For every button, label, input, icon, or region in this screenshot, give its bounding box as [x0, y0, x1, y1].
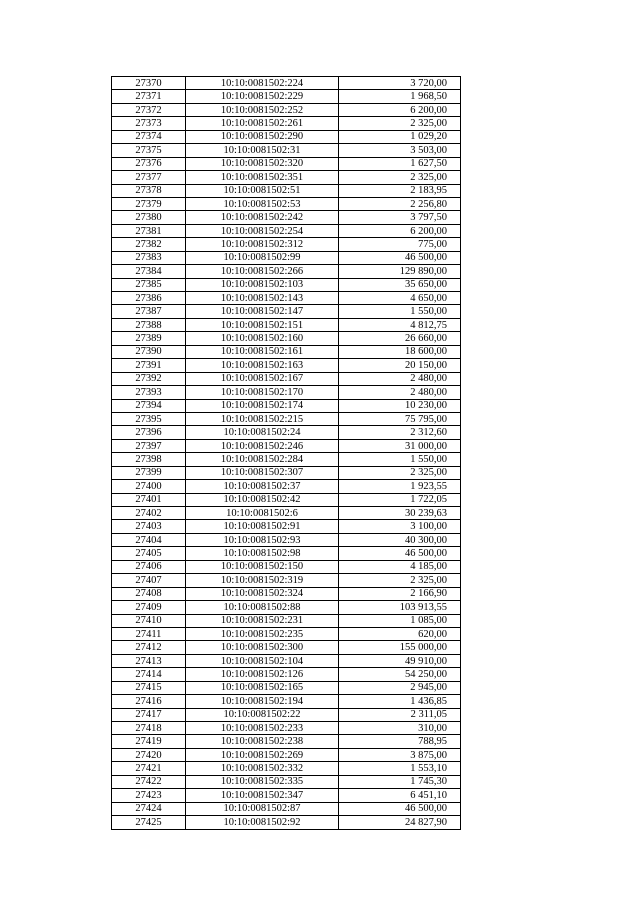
table-row — [112, 372, 461, 385]
cadastral-number-cell: 10:10:0081502:163 — [186, 359, 339, 372]
table-row — [112, 426, 461, 439]
amount-cell: 1 436,85 — [339, 695, 461, 708]
cadastral-number-cell: 10:10:0081502:143 — [186, 292, 339, 305]
cadastral-number-cell: 10:10:0081502:347 — [186, 789, 339, 802]
amount-cell: 310,00 — [339, 722, 461, 735]
cadastral-number-cell: 10:10:0081502:42 — [186, 493, 339, 506]
cadastral-number-cell: 10:10:0081502:150 — [186, 560, 339, 573]
table-row — [112, 103, 461, 116]
row-number-cell: 27370 — [112, 77, 186, 90]
row-number-cell: 27406 — [112, 560, 186, 573]
table-row — [112, 184, 461, 197]
amount-cell: 18 600,00 — [339, 345, 461, 358]
cadastral-number-cell: 10:10:0081502:229 — [186, 90, 339, 103]
table-row — [112, 802, 461, 815]
table-row — [112, 197, 461, 210]
row-number-cell: 27399 — [112, 466, 186, 479]
table-row — [112, 251, 461, 264]
cadastral-number-cell: 10:10:0081502:269 — [186, 748, 339, 761]
row-number-cell: 27421 — [112, 762, 186, 775]
cadastral-number-cell: 10:10:0081502:126 — [186, 668, 339, 681]
amount-cell: 1 550,00 — [339, 453, 461, 466]
table-row — [112, 211, 461, 224]
cadastral-number-cell: 10:10:0081502:98 — [186, 547, 339, 560]
cadastral-number-cell: 10:10:0081502:235 — [186, 627, 339, 640]
amount-cell: 1 923,55 — [339, 480, 461, 493]
row-number-cell: 27397 — [112, 439, 186, 452]
row-number-cell: 27412 — [112, 641, 186, 654]
amount-cell: 1 722,05 — [339, 493, 461, 506]
cadastral-number-cell: 10:10:0081502:307 — [186, 466, 339, 479]
row-number-cell: 27403 — [112, 520, 186, 533]
row-number-cell: 27373 — [112, 117, 186, 130]
row-number-cell: 27395 — [112, 412, 186, 425]
table-row — [112, 748, 461, 761]
amount-cell: 2 166,90 — [339, 587, 461, 600]
amount-cell: 788,95 — [339, 735, 461, 748]
cadastral-number-cell: 10:10:0081502:160 — [186, 332, 339, 345]
amount-cell: 2 183,95 — [339, 184, 461, 197]
cadastral-number-cell: 10:10:0081502:215 — [186, 412, 339, 425]
row-number-cell: 27385 — [112, 278, 186, 291]
row-number-cell: 27391 — [112, 359, 186, 372]
table-row — [112, 238, 461, 251]
table-row — [112, 681, 461, 694]
amount-cell: 129 890,00 — [339, 265, 461, 278]
amount-cell: 1 553,10 — [339, 762, 461, 775]
row-number-cell: 27388 — [112, 318, 186, 331]
table-row — [112, 493, 461, 506]
cadastral-number-cell: 10:10:0081502:320 — [186, 157, 339, 170]
cadastral-number-cell: 10:10:0081502:91 — [186, 520, 339, 533]
table-row — [112, 668, 461, 681]
table-row — [112, 560, 461, 573]
cadastral-number-cell: 10:10:0081502:88 — [186, 601, 339, 614]
row-number-cell: 27405 — [112, 547, 186, 560]
cadastral-number-cell: 10:10:0081502:261 — [186, 117, 339, 130]
row-number-cell: 27387 — [112, 305, 186, 318]
amount-cell: 1 627,50 — [339, 157, 461, 170]
row-number-cell: 27386 — [112, 292, 186, 305]
table-row — [112, 520, 461, 533]
row-number-cell: 27376 — [112, 157, 186, 170]
cadastral-number-cell: 10:10:0081502:99 — [186, 251, 339, 264]
amount-cell: 2 256,80 — [339, 197, 461, 210]
row-number-cell: 27394 — [112, 399, 186, 412]
cadastral-number-cell: 10:10:0081502:300 — [186, 641, 339, 654]
table-row — [112, 265, 461, 278]
row-number-cell: 27422 — [112, 775, 186, 788]
row-number-cell: 27398 — [112, 453, 186, 466]
cadastral-number-cell: 10:10:0081502:312 — [186, 238, 339, 251]
row-number-cell: 27383 — [112, 251, 186, 264]
row-number-cell: 27408 — [112, 587, 186, 600]
amount-cell: 46 500,00 — [339, 547, 461, 560]
amount-cell: 1 550,00 — [339, 305, 461, 318]
amount-cell: 2 325,00 — [339, 574, 461, 587]
row-number-cell: 27414 — [112, 668, 186, 681]
amount-cell: 54 250,00 — [339, 668, 461, 681]
amount-cell: 3 503,00 — [339, 144, 461, 157]
table-row — [112, 412, 461, 425]
cadastral-number-cell: 10:10:0081502:104 — [186, 654, 339, 667]
amount-cell: 6 451,10 — [339, 789, 461, 802]
row-number-cell: 27410 — [112, 614, 186, 627]
table-row — [112, 614, 461, 627]
amount-cell: 10 230,00 — [339, 399, 461, 412]
amount-cell: 4 650,00 — [339, 292, 461, 305]
row-number-cell: 27371 — [112, 90, 186, 103]
row-number-cell: 27374 — [112, 130, 186, 143]
cadastral-number-cell: 10:10:0081502:266 — [186, 265, 339, 278]
amount-cell: 75 795,00 — [339, 412, 461, 425]
cadastral-number-cell: 10:10:0081502:233 — [186, 722, 339, 735]
cadastral-number-cell: 10:10:0081502:242 — [186, 211, 339, 224]
table-row — [112, 386, 461, 399]
amount-cell: 3 720,00 — [339, 77, 461, 90]
amount-cell: 2 325,00 — [339, 466, 461, 479]
cadastral-number-cell: 10:10:0081502:351 — [186, 171, 339, 184]
cadastral-number-cell: 10:10:0081502:161 — [186, 345, 339, 358]
table-row — [112, 157, 461, 170]
table-row — [112, 507, 461, 520]
row-number-cell: 27424 — [112, 802, 186, 815]
cadastral-number-cell: 10:10:0081502:254 — [186, 224, 339, 237]
row-number-cell: 27420 — [112, 748, 186, 761]
cadastral-number-cell: 10:10:0081502:335 — [186, 775, 339, 788]
amount-cell: 2 945,00 — [339, 681, 461, 694]
cadastral-number-cell: 10:10:0081502:238 — [186, 735, 339, 748]
row-number-cell: 27379 — [112, 197, 186, 210]
amount-cell: 103 913,55 — [339, 601, 461, 614]
table-row — [112, 775, 461, 788]
table-row — [112, 480, 461, 493]
cadastral-number-cell: 10:10:0081502:37 — [186, 480, 339, 493]
table-row — [112, 318, 461, 331]
row-number-cell: 27381 — [112, 224, 186, 237]
cadastral-number-cell: 10:10:0081502:194 — [186, 695, 339, 708]
table-row — [112, 466, 461, 479]
row-number-cell: 27377 — [112, 171, 186, 184]
cadastral-number-cell: 10:10:0081502:246 — [186, 439, 339, 452]
table-row — [112, 130, 461, 143]
row-number-cell: 27390 — [112, 345, 186, 358]
amount-cell: 24 827,90 — [339, 816, 461, 829]
table-row — [112, 587, 461, 600]
table-row — [112, 708, 461, 721]
row-number-cell: 27380 — [112, 211, 186, 224]
table-row — [112, 547, 461, 560]
data-table — [111, 76, 461, 830]
table-row — [112, 453, 461, 466]
amount-cell: 1 085,00 — [339, 614, 461, 627]
table-row — [112, 90, 461, 103]
cadastral-number-cell: 10:10:0081502:231 — [186, 614, 339, 627]
table-body — [112, 77, 461, 830]
cadastral-number-cell: 10:10:0081502:252 — [186, 103, 339, 116]
cadastral-number-cell: 10:10:0081502:167 — [186, 372, 339, 385]
cadastral-number-cell: 10:10:0081502:6 — [186, 507, 339, 520]
amount-cell: 20 150,00 — [339, 359, 461, 372]
row-number-cell: 27402 — [112, 507, 186, 520]
cadastral-number-cell: 10:10:0081502:92 — [186, 816, 339, 829]
amount-cell: 6 200,00 — [339, 103, 461, 116]
amount-cell: 4 185,00 — [339, 560, 461, 573]
row-number-cell: 27415 — [112, 681, 186, 694]
row-number-cell: 27382 — [112, 238, 186, 251]
amount-cell: 3 100,00 — [339, 520, 461, 533]
table-row — [112, 77, 461, 90]
cadastral-number-cell: 10:10:0081502:174 — [186, 399, 339, 412]
amount-cell: 46 500,00 — [339, 251, 461, 264]
row-number-cell: 27418 — [112, 722, 186, 735]
cadastral-number-cell: 10:10:0081502:290 — [186, 130, 339, 143]
row-number-cell: 27400 — [112, 480, 186, 493]
cadastral-number-cell: 10:10:0081502:53 — [186, 197, 339, 210]
amount-cell: 30 239,63 — [339, 507, 461, 520]
table-row — [112, 722, 461, 735]
amount-cell: 1 029,20 — [339, 130, 461, 143]
row-number-cell: 27389 — [112, 332, 186, 345]
amount-cell: 620,00 — [339, 627, 461, 640]
table-row — [112, 292, 461, 305]
table-row — [112, 399, 461, 412]
table-row — [112, 278, 461, 291]
table-row — [112, 601, 461, 614]
cadastral-number-cell: 10:10:0081502:224 — [186, 77, 339, 90]
cadastral-number-cell: 10:10:0081502:87 — [186, 802, 339, 815]
row-number-cell: 27411 — [112, 627, 186, 640]
cadastral-number-cell: 10:10:0081502:165 — [186, 681, 339, 694]
row-number-cell: 27393 — [112, 386, 186, 399]
table-row — [112, 224, 461, 237]
table-row — [112, 735, 461, 748]
cadastral-number-cell: 10:10:0081502:147 — [186, 305, 339, 318]
cadastral-number-cell: 10:10:0081502:151 — [186, 318, 339, 331]
table-row — [112, 359, 461, 372]
table-row — [112, 533, 461, 546]
row-number-cell: 27409 — [112, 601, 186, 614]
amount-cell: 49 910,00 — [339, 654, 461, 667]
row-number-cell: 27407 — [112, 574, 186, 587]
table-row — [112, 641, 461, 654]
table-row — [112, 789, 461, 802]
amount-cell: 2 311,05 — [339, 708, 461, 721]
table-row — [112, 574, 461, 587]
amount-cell: 1 745,30 — [339, 775, 461, 788]
row-number-cell: 27378 — [112, 184, 186, 197]
cadastral-number-cell: 10:10:0081502:93 — [186, 533, 339, 546]
table-row — [112, 654, 461, 667]
row-number-cell: 27404 — [112, 533, 186, 546]
row-number-cell: 27384 — [112, 265, 186, 278]
table-row — [112, 345, 461, 358]
row-number-cell: 27372 — [112, 103, 186, 116]
amount-cell: 26 660,00 — [339, 332, 461, 345]
cadastral-number-cell: 10:10:0081502:51 — [186, 184, 339, 197]
amount-cell: 2 480,00 — [339, 372, 461, 385]
cadastral-number-cell: 10:10:0081502:24 — [186, 426, 339, 439]
table-row — [112, 762, 461, 775]
amount-cell: 2 312,60 — [339, 426, 461, 439]
table-row — [112, 695, 461, 708]
amount-cell: 4 812,75 — [339, 318, 461, 331]
table-row — [112, 117, 461, 130]
cadastral-number-cell: 10:10:0081502:284 — [186, 453, 339, 466]
table-row — [112, 171, 461, 184]
table-row — [112, 439, 461, 452]
amount-cell: 775,00 — [339, 238, 461, 251]
amount-cell: 31 000,00 — [339, 439, 461, 452]
amount-cell: 6 200,00 — [339, 224, 461, 237]
row-number-cell: 27392 — [112, 372, 186, 385]
cadastral-number-cell: 10:10:0081502:170 — [186, 386, 339, 399]
row-number-cell: 27419 — [112, 735, 186, 748]
row-number-cell: 27423 — [112, 789, 186, 802]
cadastral-number-cell: 10:10:0081502:324 — [186, 587, 339, 600]
amount-cell: 3 875,00 — [339, 748, 461, 761]
row-number-cell: 27396 — [112, 426, 186, 439]
amount-cell: 1 968,50 — [339, 90, 461, 103]
cadastral-number-cell: 10:10:0081502:332 — [186, 762, 339, 775]
table-row — [112, 144, 461, 157]
amount-cell: 46 500,00 — [339, 802, 461, 815]
row-number-cell: 27416 — [112, 695, 186, 708]
amount-cell: 40 300,00 — [339, 533, 461, 546]
amount-cell: 2 325,00 — [339, 117, 461, 130]
row-number-cell: 27401 — [112, 493, 186, 506]
cadastral-number-cell: 10:10:0081502:22 — [186, 708, 339, 721]
row-number-cell: 27425 — [112, 816, 186, 829]
amount-cell: 2 480,00 — [339, 386, 461, 399]
row-number-cell: 27375 — [112, 144, 186, 157]
row-number-cell: 27413 — [112, 654, 186, 667]
table-row — [112, 305, 461, 318]
cadastral-number-cell: 10:10:0081502:31 — [186, 144, 339, 157]
table-row — [112, 816, 461, 829]
table-row — [112, 332, 461, 345]
cadastral-number-cell: 10:10:0081502:103 — [186, 278, 339, 291]
amount-cell: 35 650,00 — [339, 278, 461, 291]
amount-cell: 155 000,00 — [339, 641, 461, 654]
amount-cell: 2 325,00 — [339, 171, 461, 184]
amount-cell: 3 797,50 — [339, 211, 461, 224]
row-number-cell: 27417 — [112, 708, 186, 721]
table-row — [112, 627, 461, 640]
cadastral-number-cell: 10:10:0081502:319 — [186, 574, 339, 587]
